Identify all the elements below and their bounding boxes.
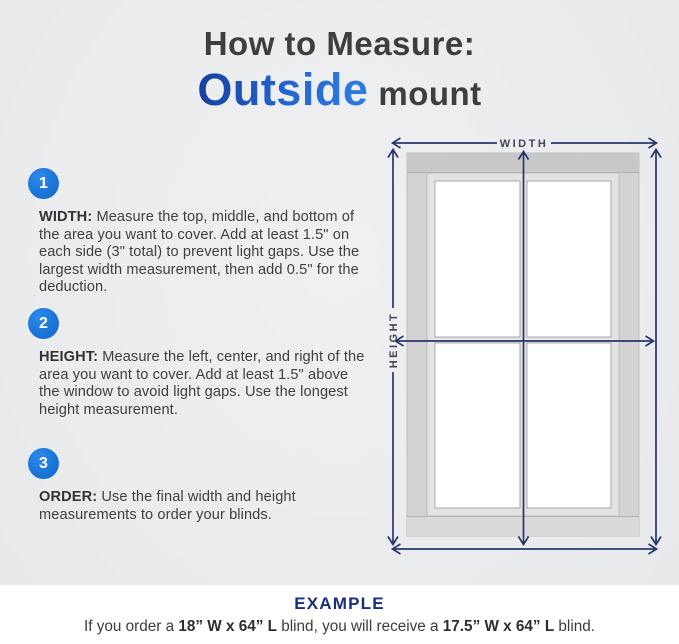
step-1-text bbox=[39, 209, 371, 297]
window-sash-frame bbox=[427, 173, 619, 516]
height-arrow-label: HEIGHT bbox=[388, 311, 400, 369]
title-line1: How to Measure: bbox=[203, 25, 476, 62]
step-3-badge bbox=[28, 448, 59, 479]
step-3-number: 3 bbox=[39, 454, 48, 472]
window-pane-bottom-left bbox=[435, 343, 520, 508]
window-pane-top-right bbox=[527, 181, 611, 337]
step-1-body: Measure the top, middle, and bottom of the area you want to cover. Add at least 1.5" on each side (3" total) to prevent light gaps. Use the largest width measurement, then add 0.5" for the deduction. bbox=[39, 209, 360, 295]
example-heading: EXAMPLE bbox=[294, 594, 385, 613]
step-2-text bbox=[39, 349, 371, 419]
example-order-size: 18” W x 64” L bbox=[178, 618, 277, 635]
step-2-label: HEIGHT: bbox=[39, 349, 99, 365]
window-pane-top-left bbox=[435, 181, 520, 337]
window-casing bbox=[407, 153, 639, 536]
title-line2 bbox=[0, 66, 679, 125]
measurement-arrows bbox=[393, 143, 656, 549]
window-top-band bbox=[407, 153, 639, 172]
step-2 bbox=[28, 308, 368, 419]
step-1-label: WIDTH: bbox=[39, 209, 93, 225]
step-3-label: ORDER: bbox=[39, 489, 98, 505]
example-suffix: blind. bbox=[554, 618, 595, 635]
step-3-text bbox=[39, 489, 371, 524]
title-block bbox=[0, 24, 679, 125]
example-middle: blind, you will receive a bbox=[277, 618, 443, 635]
example-footer bbox=[0, 585, 679, 644]
title-mount: mount bbox=[378, 75, 482, 112]
example-receive-size: 17.5” W x 64” L bbox=[442, 618, 555, 635]
step-2-badge bbox=[28, 308, 59, 339]
step-3-body: Use the final width and height measurements to order your blinds. bbox=[39, 489, 296, 523]
example-prefix: If you order a bbox=[83, 618, 179, 635]
step-2-body: Measure the left, center, and right of the area you want to cover. Add at least 1.5" above the window to avoid light gaps. Use the longest height measurement. bbox=[39, 349, 365, 418]
window-sill bbox=[407, 516, 639, 536]
step-1-number: 1 bbox=[39, 174, 48, 192]
window-illustration bbox=[407, 153, 639, 536]
example-sentence bbox=[0, 617, 679, 636]
width-arrow-label: WIDTH bbox=[499, 138, 549, 150]
step-1-badge bbox=[28, 168, 59, 199]
window-pane-bottom-right bbox=[527, 343, 611, 508]
title-outside-highlight: Outside bbox=[197, 64, 369, 115]
step-1 bbox=[28, 168, 368, 297]
step-2-number: 2 bbox=[39, 314, 48, 332]
step-3 bbox=[28, 448, 368, 524]
